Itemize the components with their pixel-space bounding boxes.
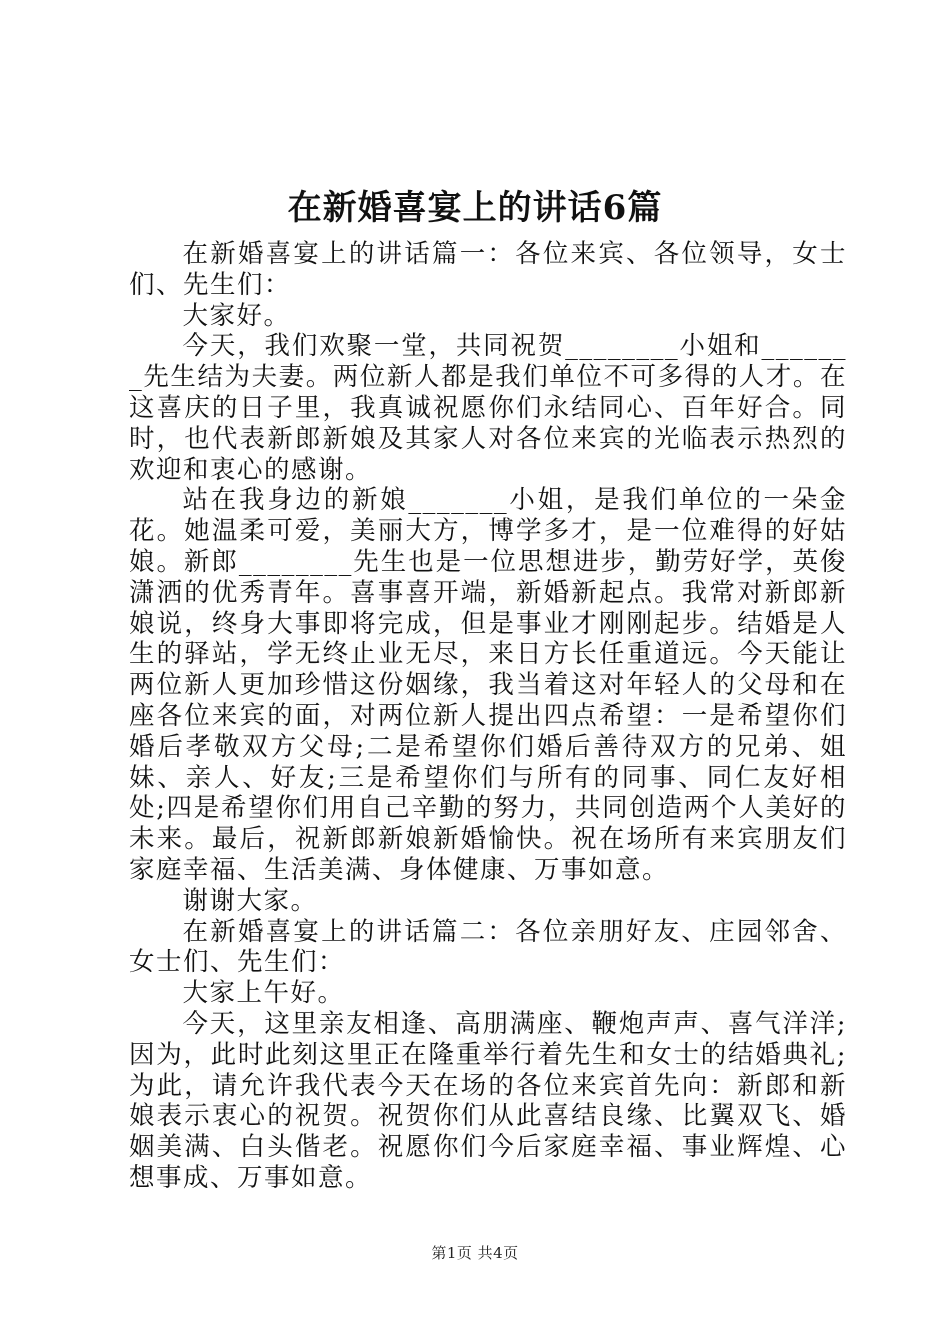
paragraph: 大家上午好。 bbox=[182, 978, 345, 1009]
paragraph: 站在我身边的新娘_______小姐，是我们单位的一朵金花。她温柔可爱，美丽大方，博学多才，是一位难得的好姑娘。新郎________先生也是一位思想进步，勤劳好学，英俊潇洒的优秀青年。喜事喜开端，新婚新起点。我常对新郎新娘说，终身大事即将完成，但是事业才刚刚起步。结婚是人生的驿站，学无终止业无尽，来日方长任重道远。今天能让两位新人更加珍惜这份姻缘，我当着这对年轻人的父母和在座各位来宾的面，对两位新人提出四点希望：一是希望你们婚后孝敬双方父母;二是希望你们婚后善待双方的兄弟、姐妹、亲人、好友;三是希望你们与所有的同事、同仁友好相处;四是希望你们用自己辛勤的努力，共同创造两个人美好的未来。最后，祝新郎新娘新婚愉快。祝在场所有来宾朋友们家庭幸福、生活美满、身体健康、万事如意。 bbox=[129, 485, 847, 885]
paragraph: 大家好。 bbox=[182, 300, 291, 331]
page-footer: 第1页 共4页 bbox=[431, 1244, 519, 1262]
document-title: 在新婚喜宴上的讲话6篇 bbox=[287, 188, 663, 228]
paragraph: 在新婚喜宴上的讲话篇一：各位来宾、各位领导，女士们、先生们： bbox=[129, 239, 847, 300]
paragraph: 在新婚喜宴上的讲话篇二：各位亲朋好友、庄园邻舍、女士们、先生们： bbox=[129, 916, 847, 978]
paragraph: 谢谢大家。 bbox=[182, 885, 318, 916]
paragraph: 今天，这里亲友相逢、高朋满座、鞭炮声声、喜气洋洋;因为，此时此刻这里正在隆重举行着先生和女士的结婚典礼;为此，请允许我代表今天在场的各位来宾首先向：新郎和新娘表示衷心的祝贺。祝贺你们从此喜结良缘、比翼双飞、婚姻美满、白头偕老。祝愿你们今后家庭幸福、事业辉煌、心想事成、万事如意。 bbox=[129, 1008, 847, 1193]
document-body bbox=[129, 239, 847, 1194]
paragraph: 今天，我们欢聚一堂，共同祝贺________小姐和_______先生结为夫妻。两位新人都是我们单位不可多得的人才。在这喜庆的日子里，我真诚祝愿你们永结同心、百年好合。同时，也代表新郎新娘及其家人对各位来宾的光临表示热烈的欢迎和衷心的感谢。 bbox=[129, 331, 847, 485]
